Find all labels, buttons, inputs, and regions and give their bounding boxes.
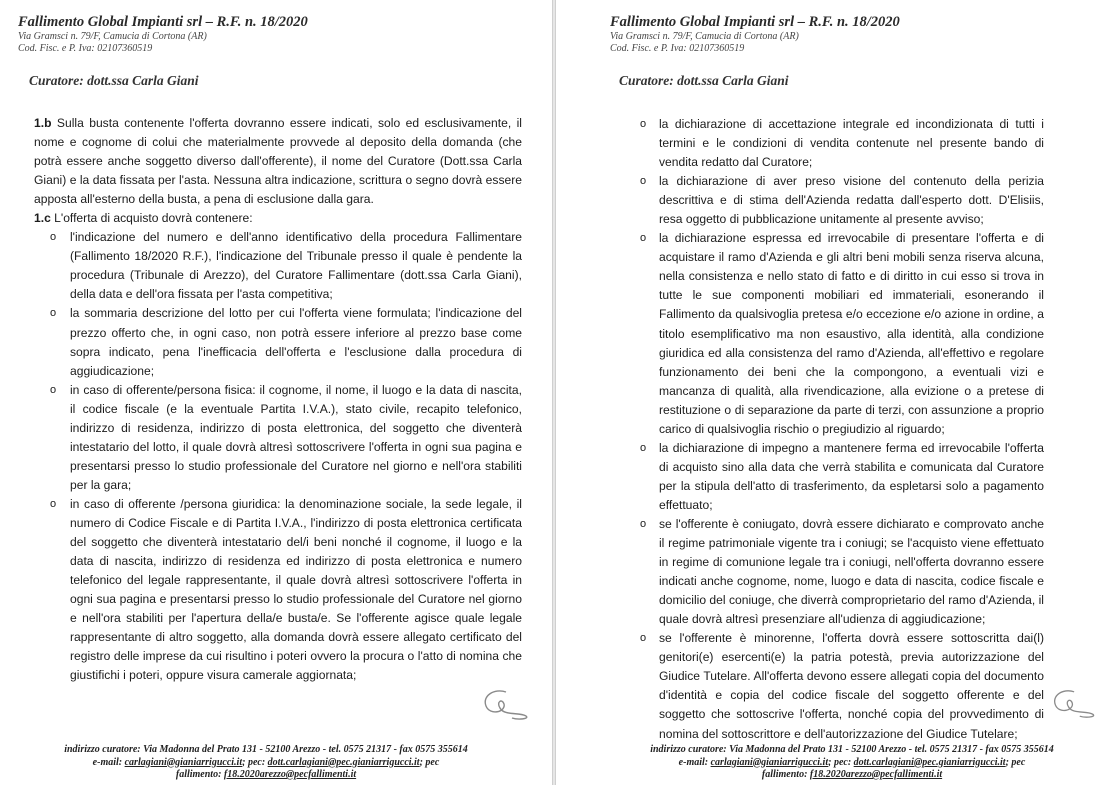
pec-tail: ; pec	[1005, 756, 1026, 768]
curator-heading: Curatore: dott.ssa Carla Giani	[619, 73, 789, 88]
pec-link[interactable]: dott.carlagiani@pec.gianiarrigucci.it	[853, 756, 1006, 768]
list-item-text: la sommaria descrizione del lotto per cui l'offerta viene formulata; l'indicazione del prezzo offerto che, in ogni caso, non potrà essere inferiore al prezzo base come sopra indicato, pena l'inefficacia dell'offerta e l'esclusione dalla procedura di aggiudicazione;	[70, 306, 522, 378]
letterhead	[610, 14, 900, 55]
footer-fallimento-line	[602, 769, 1102, 782]
fallimento-pec-link[interactable]: f18.2020arezzo@pecfallimenti.it	[223, 769, 357, 780]
list-item	[640, 115, 1044, 172]
letterhead-address: Via Gramsci n. 79/F, Camucia di Cortona (AR)	[610, 31, 799, 42]
list-item-text: la dichiarazione di accettazione integrale ed incondizionata di tutti i termini e le condizioni di vendita contenute nel presente bando di vendita redatto dal Curatore;	[659, 117, 1044, 170]
list-item-text: l'indicazione del numero e dell'anno identificativo della procedura Fallimentare (Fallimento 18/2020 R.F.), l'indicazione del Tribunale presso il quale è pendente la procedura (Tribunale di Arezzo), del Curatore Fallimentare (dott.ssa Carla Giani), della data e dell'ora fissata per l'asta competitiva;	[70, 230, 522, 302]
footer-email-line	[602, 757, 1102, 770]
footer-address-line: indirizzo curatore: Via Madonna del Prato 131 - 52100 Arezzo - tel. 0575 21317 - fax 0575 355614	[650, 744, 1054, 755]
paragraph-1b-label: 1.b	[34, 116, 52, 130]
list-item	[640, 629, 1044, 743]
list-item-text: se l'offerente è minorenne, l'offerta dovrà essere sottoscritta dai(l) genitori(e) esercenti(e) la patria potestà, previa autorizzazione del Giudice Tutelare. All'offerta devono essere allegati copia del documento d'identità e copia del codice fiscale del soggetto offerente e del soggetto che sottoscrive l'offerta, nonché copia del provvedimento di nomina del sottoscrittore e dell'autorizzazione del Giudice Tutelare;	[659, 631, 1044, 741]
email-label: e-mail:	[678, 756, 711, 768]
letterhead-tax-id: Cod. Fisc. e P. Iva: 02107360519	[610, 43, 745, 54]
paragraph-1c-text: L'offerta di acquisto dovrà contenere:	[50, 211, 253, 226]
bullet-icon: o	[50, 383, 57, 396]
fallimento-pec-link[interactable]: f18.2020arezzo@pecfallimenti.it	[809, 769, 943, 780]
bullet-icon: o	[640, 632, 647, 645]
list-item-text: la dichiarazione espressa ed irrevocabile di presentare l'offerta e di acquistare il ramo d'Azienda e gli altri beni mobili senza riserva alcuna, nella consistenza e nello stato di fatto e di diritto in cui esso si trova in tutte le sue componenti mobiliari ed immateriali, esonerando il Fallimento da qualsivoglia pretesa e/o eccezione e/o azione in ordine, a titolo esemplificativo ma non esaustivo, alla identità, alla condizione giuridica ed alla consistenza del ramo d'Azienda, all'effettivo e regolare funzionamento dei beni che la compongono, a eventuali vizi e mancanza di qualità, alla rivendicazione, alla evizione o a pretese di restituzione o di separazione da parte di terzi, con assunzione a proprio carico di qualsivoglia rischio o pregiudizio al riguardo;	[659, 231, 1044, 436]
bullet-icon: o	[50, 307, 57, 320]
paragraph-1b	[34, 114, 522, 209]
list-item	[640, 439, 1044, 515]
list-item	[640, 172, 1044, 229]
email-link[interactable]: carlagiani@gianiarrigucci.it	[124, 756, 243, 768]
pec-link[interactable]: dott.carlagiani@pec.gianiarrigucci.it	[267, 756, 420, 768]
bullet-icon: o	[50, 231, 57, 244]
letterhead-title: Fallimento Global Impianti srl – R.F. n. 18/2020	[18, 14, 308, 30]
paragraph-1c-label: 1.c	[34, 211, 51, 226]
footer-email-line	[16, 757, 516, 770]
footer-contacts	[16, 744, 516, 782]
pec-label: ; pec:	[828, 756, 854, 768]
footer-address-line: indirizzo curatore: Via Madonna del Prato 131 - 52100 Arezzo - tel. 0575 21317 - fax 0575 355614	[64, 744, 468, 755]
right-body-text	[640, 115, 1044, 744]
paragraph-1b-text: Sulla busta contenente l'offerta dovranno essere indicati, solo ed esclusivamente, il nome e cognome di colui che materialmente provvede al deposito della domanda (che potrà essere anche soggetto diverso dall'offerente), il nome del Curatore (Dott.ssa Carla Giani) e la data fissata per l'asta. Nessuna altra indicazione, scrittura o segno dovrà essere apposta all'esterno della busta, a pena di esclusione dalla gara.	[34, 116, 522, 207]
signature-icon	[476, 686, 540, 724]
list-item-text: in caso di offerente /persona giuridica: la denominazione sociale, la sede legale, il numero di Codice Fiscale e di Partita I.V.A., l'indirizzo di posta elettronica certificata del soggetto che diventerà intestatario del/i beni nonché il cognome, il luogo e la data di nascita, indirizzo di residenza ed indirizzo di posta elettronica e numero telefonico del legale rappresentante, il quale dovrà altresì sottoscrivere l'offerta in ogni sua pagina e presentarsi presso lo studio professionale del Curatore nel giorno e nell'ora stabiliti per l'apertura della/e busta/e. Se l'offerente agisce quale legale rappresentante di altro soggetto, alla domanda dovrà essere allegato certificato del registro delle imprese da cui risultino i poteri ovvero la procura o l'atto di nomina che giustifichi i poteri, oppure visura camerale aggiornata;	[70, 496, 522, 683]
list-item	[34, 304, 522, 380]
list-item-text: se l'offerente è coniugato, dovrà essere dichiarato e comprovato anche il regime patrimoniale vigente tra i coniugi; se l'acquisto viene effettuato in regime di comunione legale tra i coniugi, nell'offerta dovranno essere indicati anche cognome, nome, luogo e data di nascita, codice fiscale e domicilio del coniuge, che diverrà comproprietario del ramo d'Azienda, il quale dovrà altresì presenziare all'udienza di aggiudicazione;	[659, 516, 1044, 627]
footer-fallimento-line	[16, 769, 516, 782]
pec-label: ; pec:	[242, 756, 268, 768]
signature-icon	[1046, 684, 1106, 724]
footer-contacts	[602, 744, 1102, 782]
list-item	[34, 495, 522, 685]
pec-tail: ; pec	[419, 756, 440, 768]
letterhead-address: Via Gramsci n. 79/F, Camucia di Cortona (AR)	[18, 31, 207, 42]
list-item	[640, 229, 1044, 439]
list-item	[34, 228, 522, 304]
bullet-icon: o	[640, 441, 647, 454]
curator-heading: Curatore: dott.ssa Carla Giani	[29, 73, 199, 88]
bullet-icon: o	[640, 118, 647, 130]
left-body-text	[34, 114, 522, 685]
bullet-icon: o	[640, 175, 647, 188]
declarations-list	[640, 115, 1044, 744]
email-label: e-mail:	[92, 756, 125, 768]
list-item-text: la dichiarazione di impegno a mantenere ferma ed irrevocabile l'offerta di acquisto sino alla data che verrà stabilita e comunicata dal Curatore per la stipula dell'atto di trasferimento, da espletarsi solo a pagamento effettuato;	[659, 440, 1044, 512]
fallimento-label: fallimento:	[175, 769, 224, 780]
letterhead	[18, 14, 308, 55]
letterhead-title: Fallimento Global Impianti srl – R.F. n. 18/2020	[610, 14, 900, 30]
bullet-icon: o	[640, 517, 647, 530]
list-item-text: in caso di offerente/persona fisica: il cognome, il nome, il luogo e la data di nascita, il codice fiscale (e la eventuale Partita I.V.A.), stato civile, recapito telefonico, indirizzo di residenza, indirizzo di posta elettronica, del soggetto che diventerà intestatario del lotto, il quale dovrà altresì sottoscrivere l'offerta in ogni sua pagina e presentarsi presso lo studio professionale del Curatore nel giorno e nell'ora stabiliti per la gara;	[70, 382, 522, 492]
bullet-icon: o	[640, 232, 647, 245]
offer-requirements-list	[34, 228, 522, 685]
list-item	[640, 515, 1044, 629]
left-page	[0, 0, 552, 785]
list-item-text: la dichiarazione di aver preso visione del contenuto della perizia descrittiva e di stima dell'Azienda redatta dall'esperto dott. D'Elisiis, resa oggetto di pubblicazione unitamente al presente avviso;	[659, 174, 1044, 227]
fallimento-label: fallimento:	[761, 769, 810, 780]
bullet-icon: o	[50, 497, 57, 510]
letterhead-tax-id: Cod. Fisc. e P. Iva: 02107360519	[18, 43, 153, 54]
paragraph-1c	[34, 209, 522, 228]
list-item	[34, 381, 522, 495]
right-page	[556, 0, 1111, 785]
email-link[interactable]: carlagiani@gianiarrigucci.it	[710, 756, 829, 768]
